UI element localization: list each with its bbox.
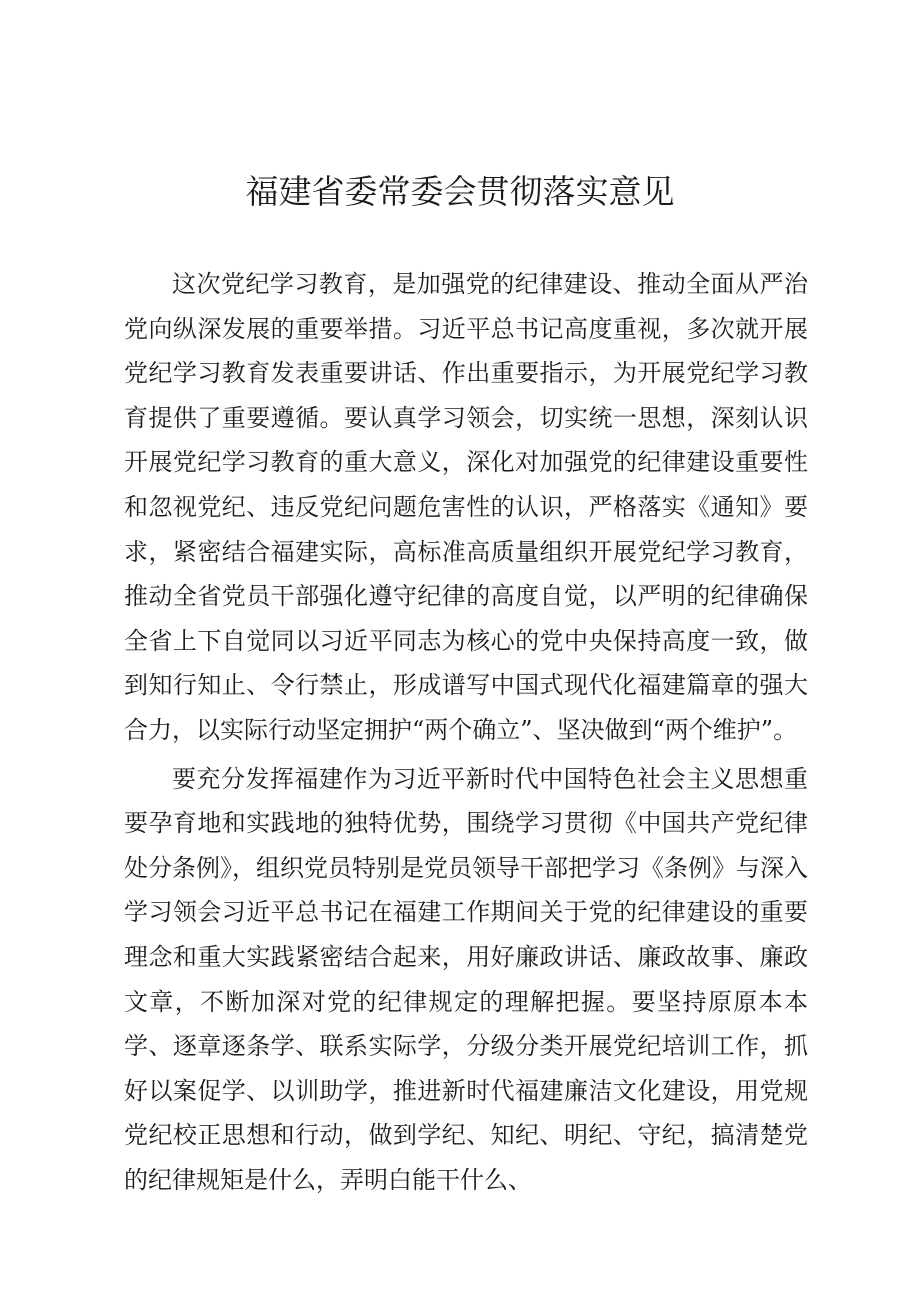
paragraph-1: 这次党纪学习教育，是加强党的纪律建设、推动全面从严治党向纵深发展的重要举措。习近平总书记高度重视，多次就开展党纪学习教育发表重要讲话、作出重要指示，为开展党纪学习教育提供了重要遵循。要认真学习领会，切实统一思想，深刻认识开展党纪学习教育的重大意义，深化对加强党的纪律建设重要性和忽视党纪、违反党纪问题危害性的认识，严格落实《通知》要求，紧密结合福建实际，高标准高质量组织开展党纪学习教育，推动全省党员干部强化遵守纪律的高度自觉，以严明的纪律确保全省上下自觉同以习近平同志为核心的党中央保持高度一致，做到知行知止、令行禁止，形成谱写中国式现代化福建篇章的强大合力，以实际行动坚定拥护“两个确立”、坚决做到“两个维护”。 <box>124 270 808 744</box>
document-title: 福建省委常委会贯彻落实意见 <box>245 172 675 211</box>
document-body <box>124 262 808 1202</box>
paragraph-2: 要充分发挥福建作为习近平新时代中国特色社会主义思想重要孕育地和实践地的独特优势，围绕学习贯彻《中国共产党纪律处分条例》，组织党员特别是党员领导干部把学习《条例》与深入学习领会习近平总书记在福建工作期间关于党的纪律建设的重要理念和重大实践紧密结合起来，用好廉政讲话、廉政故事、廉政文章，不断加深对党的纪律规定的理解把握。要坚持原原本本学、逐章逐条学、联系实际学，分级分类开展党纪培训工作，抓好以案促学、以训助学，推进新时代福建廉洁文化建设，用党规党纪校正思想和行动，做到学纪、知纪、明纪、守纪，搞清楚党的纪律规矩是什么，弄明白能干什么、 <box>124 764 808 1194</box>
